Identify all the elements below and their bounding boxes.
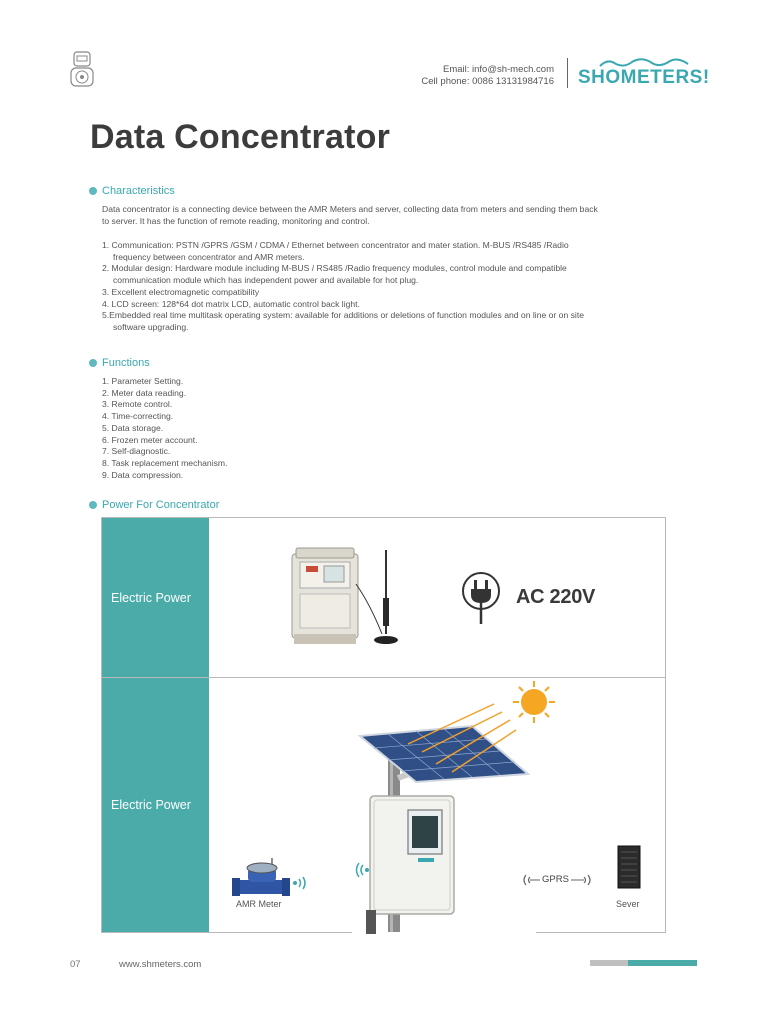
bullet-icon: [89, 359, 97, 367]
wireless-signal-icon: [354, 862, 372, 878]
characteristics-intro: [102, 204, 674, 227]
bullet-icon: [89, 501, 97, 509]
ac-voltage-label: AC 220V: [516, 586, 596, 608]
solar-concentrator-image: [352, 678, 536, 934]
wireless-signal-icon: [292, 876, 308, 890]
power-heading-text: Power For Concentrator: [102, 499, 220, 511]
email-text: Email: info@sh-mech.com: [442, 64, 554, 75]
list-item: 4. LCD screen: 128*64 dot matrix LCD, automatic control back light.: [102, 298, 360, 309]
list-item: 9. Data compression.: [102, 469, 184, 480]
company-emblem-icon: [68, 50, 96, 90]
characteristics-heading-text: Characteristics: [102, 185, 175, 197]
functions-heading: [89, 357, 150, 369]
brand-logo: [578, 58, 710, 94]
functions-heading-text: Functions: [102, 357, 150, 369]
power-plug-icon: [460, 570, 502, 626]
row-label-text: Electric Power: [111, 590, 191, 605]
bullet-icon: [89, 187, 97, 195]
server-caption: Sever: [616, 899, 640, 909]
list-item: 6. Frozen meter account.: [102, 434, 198, 445]
website-link[interactable]: www.shmeters.com: [119, 959, 202, 970]
contact-info: [421, 64, 554, 88]
list-item: frequency between concentrator and AMR meters.: [113, 251, 305, 262]
concentrator-device-image: [290, 544, 400, 650]
characteristics-list: [102, 240, 674, 334]
sun-icon: [512, 680, 556, 724]
brand-name: SHOMETERS!: [578, 67, 710, 88]
functions-list: [102, 376, 674, 481]
page-title: Data Concentrator: [90, 118, 391, 156]
list-item: 1. Communication: PSTN /GPRS /GSM / CDMA / Ethernet between concentrator and mater station. M-BUS /RS485 /Radio: [102, 240, 569, 250]
list-item: 2. Meter data reading.: [102, 387, 187, 398]
power-row-electric: [102, 518, 665, 678]
characteristics-heading: [89, 185, 175, 197]
amr-meter-caption: AMR Meter: [236, 899, 282, 909]
row-label: [102, 518, 209, 677]
server-image: [614, 844, 644, 890]
list-item: 5. Data storage.: [102, 422, 164, 433]
list-item: 2. Modular design: Hardware module including M-BUS / RS485 /Radio frequency modules, control module and compatible: [102, 263, 567, 274]
list-item: 8. Task replacement mechanism.: [102, 457, 228, 468]
list-item: 3. Excellent electromagnetic compatibility: [102, 286, 260, 297]
row-label: [102, 678, 209, 932]
footer-bar-grey: [590, 960, 628, 966]
header-divider: [567, 58, 568, 88]
gprs-label: GPRS: [542, 874, 569, 885]
intro-line: to server. It has the function of remote reading, monitoring and control.: [102, 215, 370, 226]
intro-line: Data concentrator is a connecting device between the AMR Meters and server, collecting data from meters and sending them back: [102, 204, 598, 214]
list-item: communication module which has independent power and available for hot plug.: [113, 275, 419, 286]
list-item: 4. Time-correcting.: [102, 411, 174, 422]
power-heading: [89, 499, 219, 511]
list-item: 7. Self-diagnostic.: [102, 446, 171, 457]
list-item: 1. Parameter Setting.: [102, 376, 184, 386]
row-label-text: Electric Power: [111, 798, 191, 812]
page-number: 07: [70, 959, 81, 970]
footer-bar-teal: [628, 960, 697, 966]
phone-text: Cell phone: 0086 13131984716: [421, 76, 554, 87]
amr-meter-image: [232, 858, 292, 900]
list-item: 3. Remote control.: [102, 399, 173, 410]
list-item: software upgrading.: [113, 321, 189, 332]
power-row-solar: [102, 678, 665, 932]
power-table: [101, 517, 666, 933]
list-item: 5.Embedded real time multitask operating system: available for additions or deletions of function modules and on line or on site: [102, 310, 584, 321]
